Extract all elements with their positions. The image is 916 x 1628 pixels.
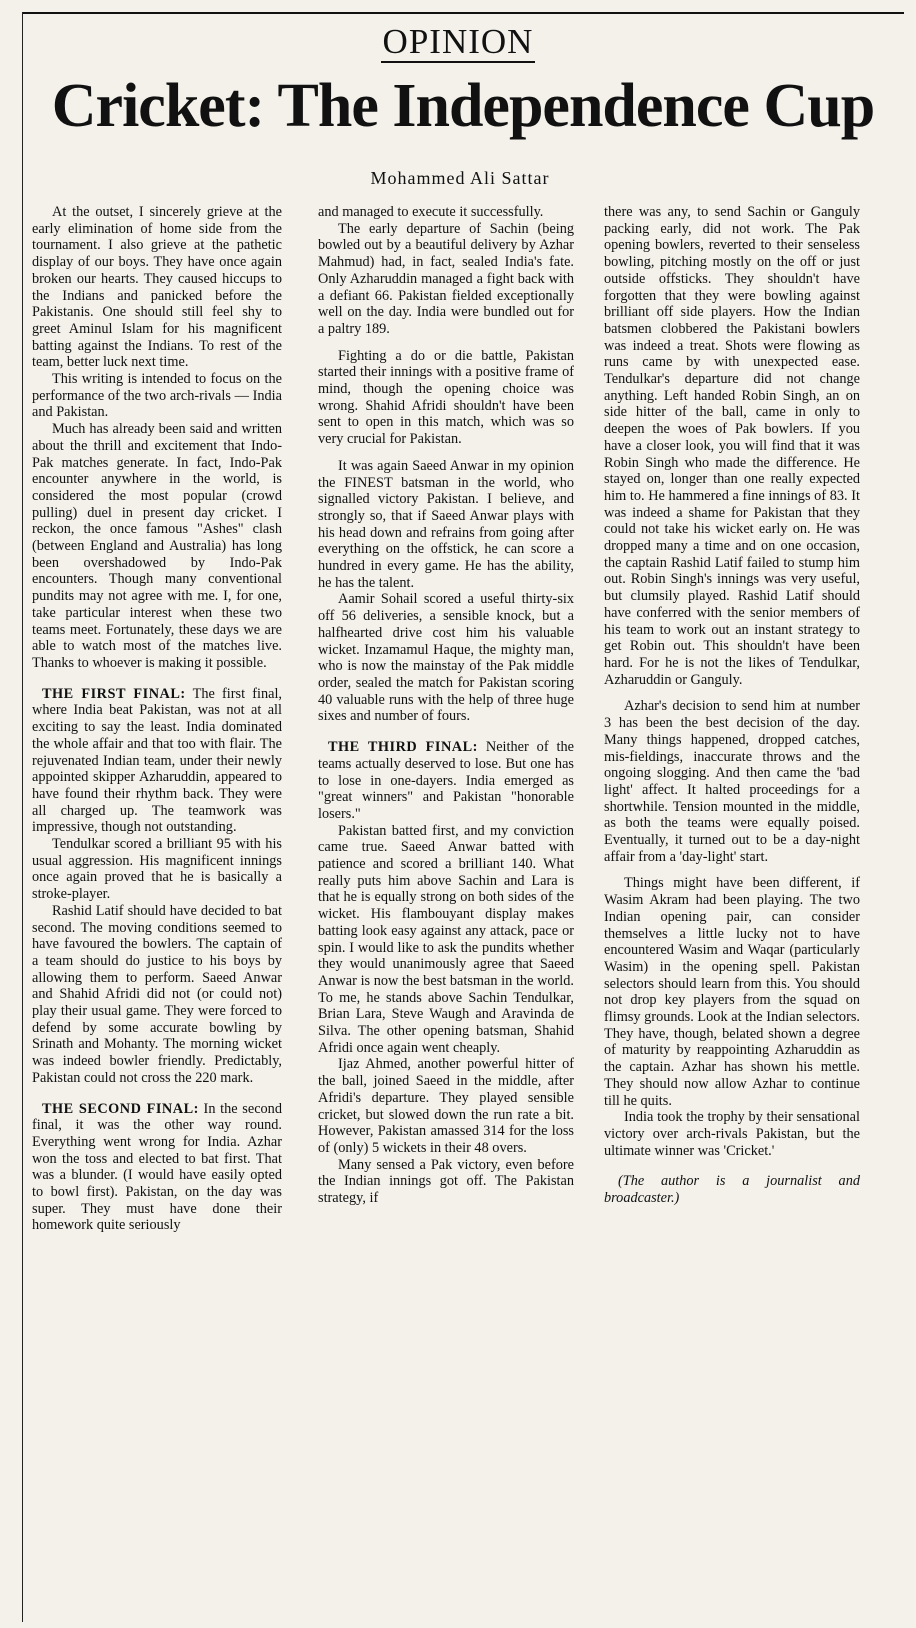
- paragraph: Things might have been different, if Wasim Akram had been playing. The two Indian opening pair, can consider themselves a little lucky not to have encountered Wasim and Waqar (particularly Wasim) in the opening spell. Pakistan selectors should learn from this. You should not drop key players from the squad on flimsy grounds. Look at the Indian selectors. They have, though, belated shown a degree of maturity by reappointing Azharuddin as the captain. Azhar has shown his mettle. They should now allow Azhar to continue till he quits.: [604, 875, 860, 1109]
- subsection-third-final: [318, 739, 574, 823]
- paragraph: Tendulkar scored a brilliant 95 with his usual aggression. His magnificent innings once again proved that he is basically a stroke-player.: [32, 836, 282, 903]
- column-2: [318, 204, 574, 1207]
- paragraph: At the outset, I sincerely grieve at the early elimination of home side from the tournament. I also grieve at the pathetic display of our boys. They have once again broken our hearts. They caused hiccups to the Indians and panicked before the Pakistanis. One should still feel shy to greet Aminul Islam for his magnificent batting against the Indians. To rest of the team, better luck next time.: [32, 204, 282, 371]
- column-3: [604, 204, 860, 1207]
- paragraph: This writing is intended to focus on the performance of the two arch-rivals — India and Pakistan.: [32, 371, 282, 421]
- paragraph: India took the trophy by their sensational victory over arch-rivals Pakistan, but the ultimate winner was 'Cricket.': [604, 1109, 860, 1159]
- column-1: [32, 204, 282, 1234]
- left-rule: [22, 12, 23, 1622]
- paragraph: Ijaz Ahmed, another powerful hitter of the ball, joined Saeed in the middle, after Afridi's departure. They played sensible cricket, but slowed down the run rate a bit. However, Pakistan amassed 314 for the loss of (only) 5 wickets in their 48 overs.: [318, 1056, 574, 1156]
- paragraph: there was any, to send Sachin or Ganguly packing early, did not work. The Pak opening bowlers, reverted to their senseless bowling, pitching mostly on the off or just outside offsticks. They shouldn't have forgotten that they were bowling against brilliant off side players. How the Indian batsmen clobbered the Pakistani bowlers was indeed a treat. Shots were flowing as runs came by with unexpected ease. Tendulkar's departure did not change anything. Left handed Robin Singh, an on side hitter of the ball, came in only to deepen the woes of Pak bowlers. If you have a closer look, you will find that it was Robin Singh who made the difference. He stayed on, longer than one really expected him to. He hammered a fine innings of 83. It was indeed a shame for Pakistan that they could not take his wicket early on. He was dropped many a time and on one occasion, the captain Rashid Latif failed to stump him out. Robin Singh's innings was very useful, but clumsily played. Rashid Latif should have conferred with the senior members of his team to work out an instant strategy to get Robin out. This shouldn't have been hard. For he is not the likes of Tendulkar, Azharuddin or Ganguly.: [604, 204, 860, 688]
- paragraph: and managed to execute it successfully.: [318, 204, 544, 220]
- paragraph: Fighting a do or die battle, Pakistan started their innings with a positive frame of mind, though the opening choice was wrong. Shahid Afridi shouldn't have been sent to open in this match, which was so very crucial for Pakistan.: [318, 347, 574, 448]
- subheading: THE THIRD FINAL:: [328, 739, 478, 756]
- paragraph: Much has already been said and written about the thrill and excitement that Indo-Pak matches generate. In fact, Indo-Pak encounter anywhere in the world, is considered the most popular (crowd pulling) duel in present day cricket. I reckon, the once famous "Ashes" clash (between England and Australia) has long been overshadowed by Indo-Pak encounters. Though many conventional pundits may not agree with me. I, for one, take particular interest when these two teams meet. Fortunately, these days we are able to watch most of the matches live. Thanks to whoever is making it possible.: [32, 421, 282, 671]
- paragraph: The early departure of Sachin (being bowled out by a beautiful delivery by Azhar Mahmud) had, in fact, sealed India's fate. Only Azharuddin managed a fight back with a defiant 66. Pakistan fielded exceptionally well on the day. India were bundled out for a paltry 189.: [318, 220, 574, 337]
- subsection-text: The first final, where India beat Pakistan, was not at all exciting to say the least. India dominated the whole affair and that too with flair. The rejuvenated Indian team, under their newly appointed skipper Azharuddin, appeared to have found their rhythm back. They were all charged up. The teamwork was impressive, though not outstanding.: [32, 685, 283, 836]
- paragraph: Pakistan batted first, and my conviction came true. Saeed Anwar batted with patience and scored a brilliant 140. What really puts him above Sachin and Lara is that he is equally strong on both sides of the wicket. His flambouyant display makes batting look easy against any attack, pace or spin. I would like to ask the pundits whether they would unanimously agree that Saeed Anwar is now the best batsman in the world. To me, he stands above Sachin Tendulkar, Brian Lara, Steve Waugh and Aravinda de Silva. The other opening batsman, Shahid Afridi once again went cheaply.: [318, 822, 574, 1056]
- subheading: THE SECOND FINAL:: [42, 1100, 199, 1117]
- section-label-text: OPINION: [382, 22, 534, 61]
- author-credit: (The author is a journalist and broadcaster.): [604, 1173, 860, 1207]
- subsection-second-final: [32, 1101, 282, 1235]
- subsection-text: Neither of the teams actually deserved to lose. But one has to lose in one-dayers. India emerged as "great winners" and Pakistan "honorable losers.": [318, 739, 575, 822]
- paragraph: Rashid Latif should have decided to bat second. The moving conditions seemed to have favoured the bowlers. The captain of a team should do justice to his boys by allowing them to perform. Saeed Anwar and Shahid Afridi did not (or could not) play their usual game. They were forced to defend by some accurate bowling by Srinath and Mohanty. The morning wicket was indeed bowler friendly. Predictably, Pakistan could not cross the 220 mark.: [32, 902, 282, 1086]
- paragraph: It was again Saeed Anwar in my opinion the FINEST batsman in the world, who signalled victory Pakistan. I believe, and strongly so, that if Saeed Anwar plays with his head down and refrains from going after everything on the offstick, he can score a hundred in every game. He has the ability, he has the talent.: [318, 457, 574, 591]
- section-label: [0, 22, 916, 62]
- paragraph: Many sensed a Pak victory, even before the Indian innings got off. The Pakistan strategy, if: [318, 1156, 574, 1207]
- top-rule: [22, 12, 904, 14]
- subsection-first-final: [32, 686, 282, 836]
- subheading: THE FIRST FINAL:: [42, 685, 186, 702]
- headline: Cricket: The Independence Cup: [51, 72, 875, 140]
- paragraph: Azhar's decision to send him at number 3 has been the best decision of the day. Many things happened, dropped catches, mis-fieldings, inaccurate throws and the ongoing slogging. And then came the 'bad light' affect. It halted proceedings for a shortwhile. Tension mounted in the middle, as both the teams were equally poised. Eventually, it turned out to be a day-night affair from a 'day-light' start.: [604, 698, 860, 865]
- paragraph: Aamir Sohail scored a useful thirty-six off 56 deliveries, a sensible knock, but a halfhearted drive cost him his valuable wicket. Inzamamul Haque, the mighty man, who is now the mainstay of the Pak middle order, sealed the match for Pakistan scoring 40 valuable runs with the help of three huge sixes and number of fours.: [318, 591, 574, 725]
- subsection-text: In the second final, it was the other way round. Everything went wrong for India. Azhar won the toss and elected to bat first. That was a blunder. (I would have easily opted to bowl first). Pakistan, on the day was super. They must have done their homework quite seriously: [32, 1100, 282, 1234]
- byline: Mohammed Ali Sattar: [370, 168, 550, 188]
